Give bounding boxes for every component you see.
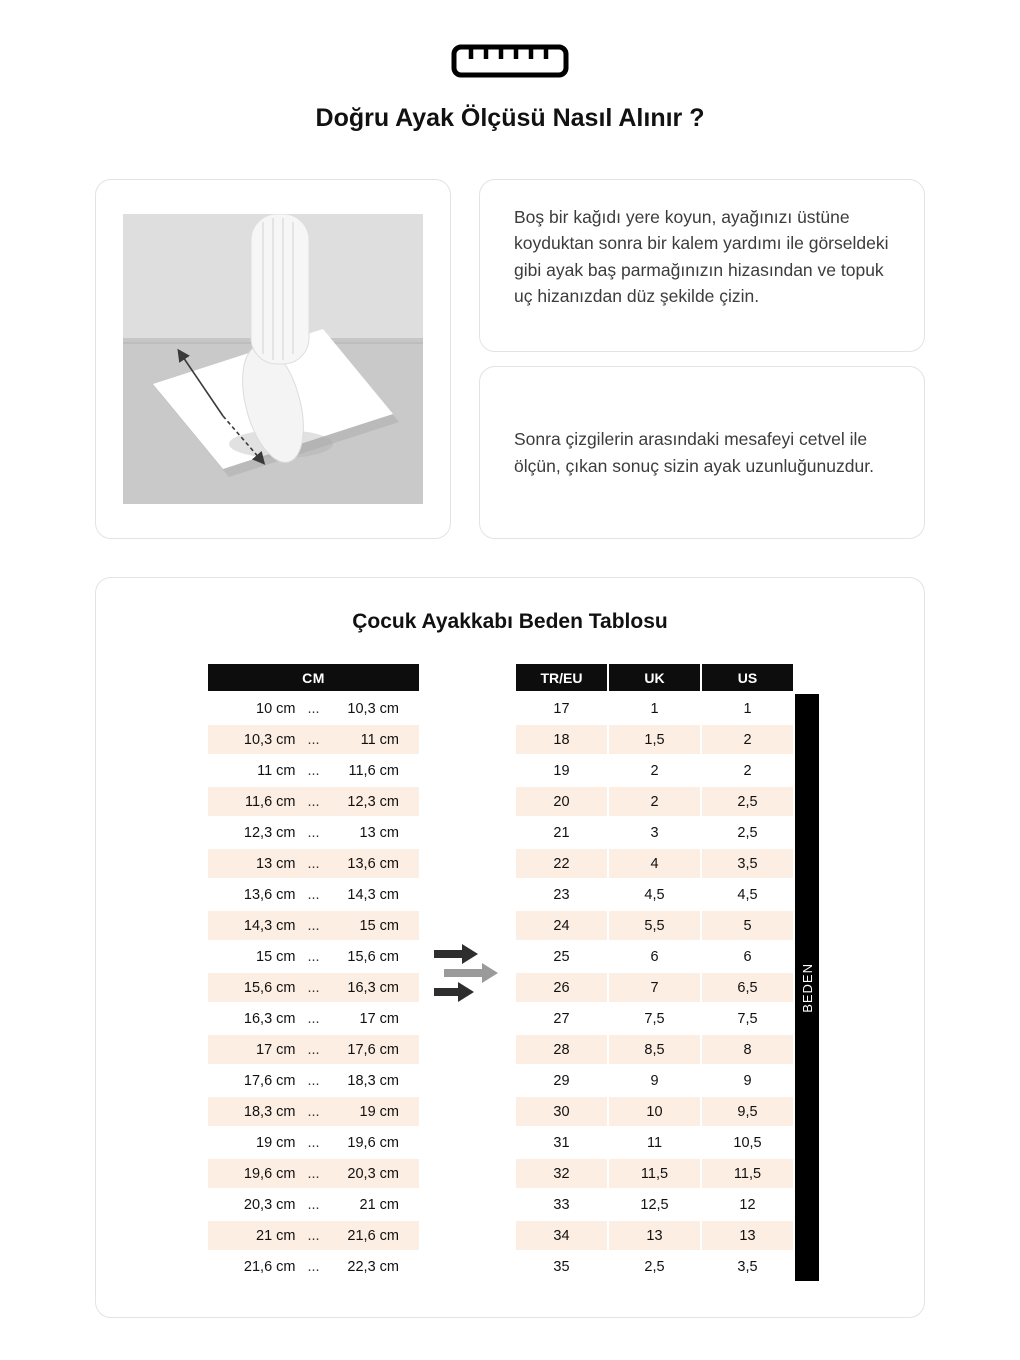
range-separator: ... — [307, 1258, 320, 1275]
size-table-row — [516, 911, 793, 940]
uk-value: 8,5 — [609, 1035, 700, 1064]
conversion-arrows-icon — [419, 664, 516, 1281]
size-table-header-us: US — [702, 664, 793, 691]
size-table-row — [516, 973, 793, 1002]
cm-from-value: 19 cm — [256, 1134, 296, 1151]
cm-from-value: 10,3 cm — [243, 731, 296, 748]
uk-value: 4,5 — [644, 886, 665, 903]
uk-value: 5,5 — [609, 911, 700, 940]
cm-from-value: 21 cm — [256, 1227, 296, 1244]
size-table-row — [516, 849, 793, 878]
range-separator: ... — [307, 1196, 320, 1213]
uk-value: 2,5 — [644, 1258, 665, 1275]
cm-table-row — [208, 1252, 419, 1281]
cm-from-value: 13,6 cm — [243, 886, 296, 903]
cm-to-value: 22,3 cm — [347, 1258, 399, 1275]
us-value: 9,5 — [702, 1097, 793, 1126]
size-table-header-row — [516, 664, 793, 691]
cm-from-value: 11,6 cm — [244, 793, 296, 810]
us-value: 2,5 — [737, 824, 758, 841]
cm-table-row — [208, 1097, 419, 1126]
ruler-icon — [0, 44, 1020, 78]
uk-value: 7 — [609, 973, 700, 1002]
size-table-row — [516, 1066, 793, 1095]
size-table-row — [516, 756, 793, 785]
cm-table-row — [208, 1035, 419, 1064]
cm-table-row — [208, 756, 419, 785]
cm-table-header: CM — [208, 664, 419, 691]
size-table-row — [516, 818, 793, 847]
cm-to-value: 16,3 cm — [347, 979, 399, 996]
cm-to-value: 19 cm — [359, 1103, 399, 1120]
treu-value: 34 — [516, 1221, 607, 1250]
uk-value: 1 — [650, 700, 659, 717]
cm-to-value: 11 cm — [360, 731, 399, 748]
uk-value: 11 — [646, 1134, 663, 1151]
treu-value: 32 — [516, 1159, 607, 1188]
cm-from-value: 17 cm — [256, 1041, 296, 1058]
us-value: 1 — [743, 700, 752, 717]
us-value: 3,5 — [737, 1258, 758, 1275]
cm-to-value: 11,6 cm — [348, 762, 399, 779]
treu-value: 23 — [553, 886, 570, 903]
cm-from-value: 13 cm — [256, 855, 296, 872]
range-separator: ... — [307, 1134, 320, 1151]
size-table-header-treu: TR/EU — [516, 664, 607, 691]
cm-from-value: 16,3 cm — [243, 1010, 296, 1027]
uk-value: 3 — [650, 824, 659, 841]
us-value: 2 — [743, 762, 752, 779]
size-table-row — [516, 1097, 793, 1126]
page-title: Doğru Ayak Ölçüsü Nasıl Alınır ? — [315, 104, 705, 132]
size-table-row — [516, 1190, 793, 1219]
size-table-row — [516, 1004, 793, 1033]
us-value: 8 — [702, 1035, 793, 1064]
treu-value: 20 — [516, 787, 607, 816]
cm-from-value: 14,3 cm — [243, 917, 296, 934]
range-separator: ... — [307, 731, 320, 748]
cm-to-value: 15,6 cm — [347, 948, 399, 965]
cm-from-value: 11 cm — [257, 762, 296, 779]
us-value: 6,5 — [702, 973, 793, 1002]
cm-to-value: 10,3 cm — [347, 700, 399, 717]
range-separator: ... — [307, 979, 320, 996]
size-chart-title: Çocuk Ayakkabı Beden Tablosu — [352, 610, 668, 633]
cm-from-value: 20,3 cm — [243, 1196, 296, 1213]
size-table-header-uk: UK — [609, 664, 700, 691]
cm-to-value: 13 cm — [359, 824, 399, 841]
cm-table-row — [208, 1159, 419, 1188]
us-value: 7,5 — [737, 1010, 758, 1027]
beden-vertical-bar — [795, 694, 819, 1281]
treu-value: 27 — [553, 1010, 570, 1027]
cm-to-value: 21 cm — [359, 1196, 399, 1213]
cm-to-value: 13,6 cm — [347, 855, 399, 872]
foot-measure-photo — [95, 179, 451, 539]
range-separator: ... — [307, 855, 320, 872]
cm-to-value: 19,6 cm — [347, 1134, 399, 1151]
size-table-row — [516, 1221, 793, 1250]
us-value: 4,5 — [737, 886, 758, 903]
size-table-row — [516, 787, 793, 816]
size-table — [516, 664, 793, 1281]
cm-table-row — [208, 1128, 419, 1157]
uk-value: 1,5 — [609, 725, 700, 754]
cm-to-value: 17 cm — [359, 1010, 399, 1027]
range-separator: ... — [307, 700, 320, 717]
treu-value: 29 — [553, 1072, 570, 1089]
range-separator: ... — [307, 948, 320, 965]
range-separator: ... — [307, 793, 320, 810]
us-value: 2 — [702, 725, 793, 754]
size-table-row — [516, 1035, 793, 1064]
treu-value: 28 — [516, 1035, 607, 1064]
size-table-body — [516, 694, 793, 1281]
cm-table-row — [208, 694, 419, 723]
range-separator: ... — [307, 762, 320, 779]
cm-table-body — [208, 694, 419, 1281]
uk-value: 13 — [609, 1221, 700, 1250]
us-value: 6 — [743, 948, 752, 965]
size-table-row — [516, 1128, 793, 1157]
cm-table-row — [208, 1221, 419, 1250]
size-table-row — [516, 725, 793, 754]
cm-from-value: 19,6 cm — [243, 1165, 296, 1182]
cm-from-value: 18,3 cm — [243, 1103, 296, 1120]
uk-value: 4 — [609, 849, 700, 878]
treu-value: 30 — [516, 1097, 607, 1126]
cm-table-row — [208, 942, 419, 971]
uk-value: 6 — [650, 948, 659, 965]
cm-from-value: 12,3 cm — [243, 824, 296, 841]
treu-value: 22 — [516, 849, 607, 878]
cm-to-value: 17,6 cm — [347, 1041, 399, 1058]
cm-table-row — [208, 725, 419, 754]
treu-value: 35 — [553, 1258, 570, 1275]
uk-value: 9 — [650, 1072, 659, 1089]
treu-value: 18 — [516, 725, 607, 754]
size-table-row — [516, 880, 793, 909]
treu-value: 24 — [516, 911, 607, 940]
uk-value: 7,5 — [644, 1010, 665, 1027]
treu-value: 26 — [516, 973, 607, 1002]
cm-to-value: 21,6 cm — [347, 1227, 399, 1244]
uk-value: 11,5 — [609, 1159, 700, 1188]
cm-to-value: 18,3 cm — [347, 1072, 399, 1089]
treu-value: 25 — [553, 948, 570, 965]
cm-from-value: 15,6 cm — [243, 979, 296, 996]
range-separator: ... — [307, 1165, 320, 1182]
beden-label: BEDEN — [799, 962, 815, 1013]
us-value: 9 — [743, 1072, 752, 1089]
cm-table-row — [208, 911, 419, 940]
range-separator: ... — [307, 1072, 320, 1089]
cm-to-value: 14,3 cm — [347, 886, 399, 903]
cm-from-value: 15 cm — [256, 948, 296, 965]
foot-on-paper-illustration — [123, 214, 423, 504]
us-value: 13 — [702, 1221, 793, 1250]
cm-from-value: 17,6 cm — [243, 1072, 296, 1089]
instruction-step-2 — [479, 366, 925, 539]
us-value: 3,5 — [702, 849, 793, 878]
range-separator: ... — [307, 824, 320, 841]
us-value: 12 — [739, 1196, 756, 1213]
uk-value: 10 — [609, 1097, 700, 1126]
cm-table-row — [208, 849, 419, 878]
uk-value: 2 — [609, 787, 700, 816]
treu-value: 19 — [553, 762, 570, 779]
size-chart-section — [95, 577, 925, 1318]
cm-table-row — [208, 1066, 419, 1095]
range-separator: ... — [307, 1103, 320, 1120]
treu-value: 17 — [553, 700, 570, 717]
cm-to-value: 15 cm — [359, 917, 399, 934]
cm-from-value: 21,6 cm — [243, 1258, 296, 1275]
instruction-steps — [479, 179, 925, 539]
cm-table — [208, 664, 419, 1281]
instruction-step-1-text: Boş bir kağıdı yere koyun, ayağınızı üstüne koyduktan sonra bir kalem yardımı ile görseldeki gibi ayak baş parmağınızın hizasından ve topuk uç hizanızdan düz şekilde çizin. — [514, 207, 889, 306]
cm-from-value: 10 cm — [256, 700, 296, 717]
us-value: 5 — [702, 911, 793, 940]
cm-table-row — [208, 818, 419, 847]
cm-to-value: 12,3 cm — [347, 793, 399, 810]
range-separator: ... — [307, 1041, 320, 1058]
instructions-section — [95, 179, 925, 539]
size-chart-tables — [96, 664, 924, 1281]
size-table-row — [516, 1252, 793, 1281]
size-table-row — [516, 942, 793, 971]
size-table-row — [516, 694, 793, 723]
us-value: 2,5 — [702, 787, 793, 816]
cm-table-row — [208, 880, 419, 909]
uk-value: 2 — [650, 762, 659, 779]
cm-table-row — [208, 787, 419, 816]
cm-table-row — [208, 1190, 419, 1219]
us-value: 11,5 — [702, 1159, 793, 1188]
size-table-row — [516, 1159, 793, 1188]
cm-table-row — [208, 1004, 419, 1033]
range-separator: ... — [307, 886, 320, 903]
instruction-step-2-text: Sonra çizgilerin arasındaki mesafeyi cetvel ile ölçün, çıkan sonuç sizin ayak uzunluğunuzdur. — [514, 429, 874, 476]
treu-value: 21 — [553, 824, 570, 841]
us-value: 10,5 — [733, 1134, 762, 1151]
range-separator: ... — [307, 1227, 320, 1244]
range-separator: ... — [307, 917, 320, 934]
instruction-step-1 — [479, 179, 925, 352]
cm-to-value: 20,3 cm — [347, 1165, 399, 1182]
uk-value: 12,5 — [640, 1196, 669, 1213]
treu-value: 31 — [553, 1134, 570, 1151]
cm-table-row — [208, 973, 419, 1002]
range-separator: ... — [307, 1010, 320, 1027]
treu-value: 33 — [553, 1196, 570, 1213]
